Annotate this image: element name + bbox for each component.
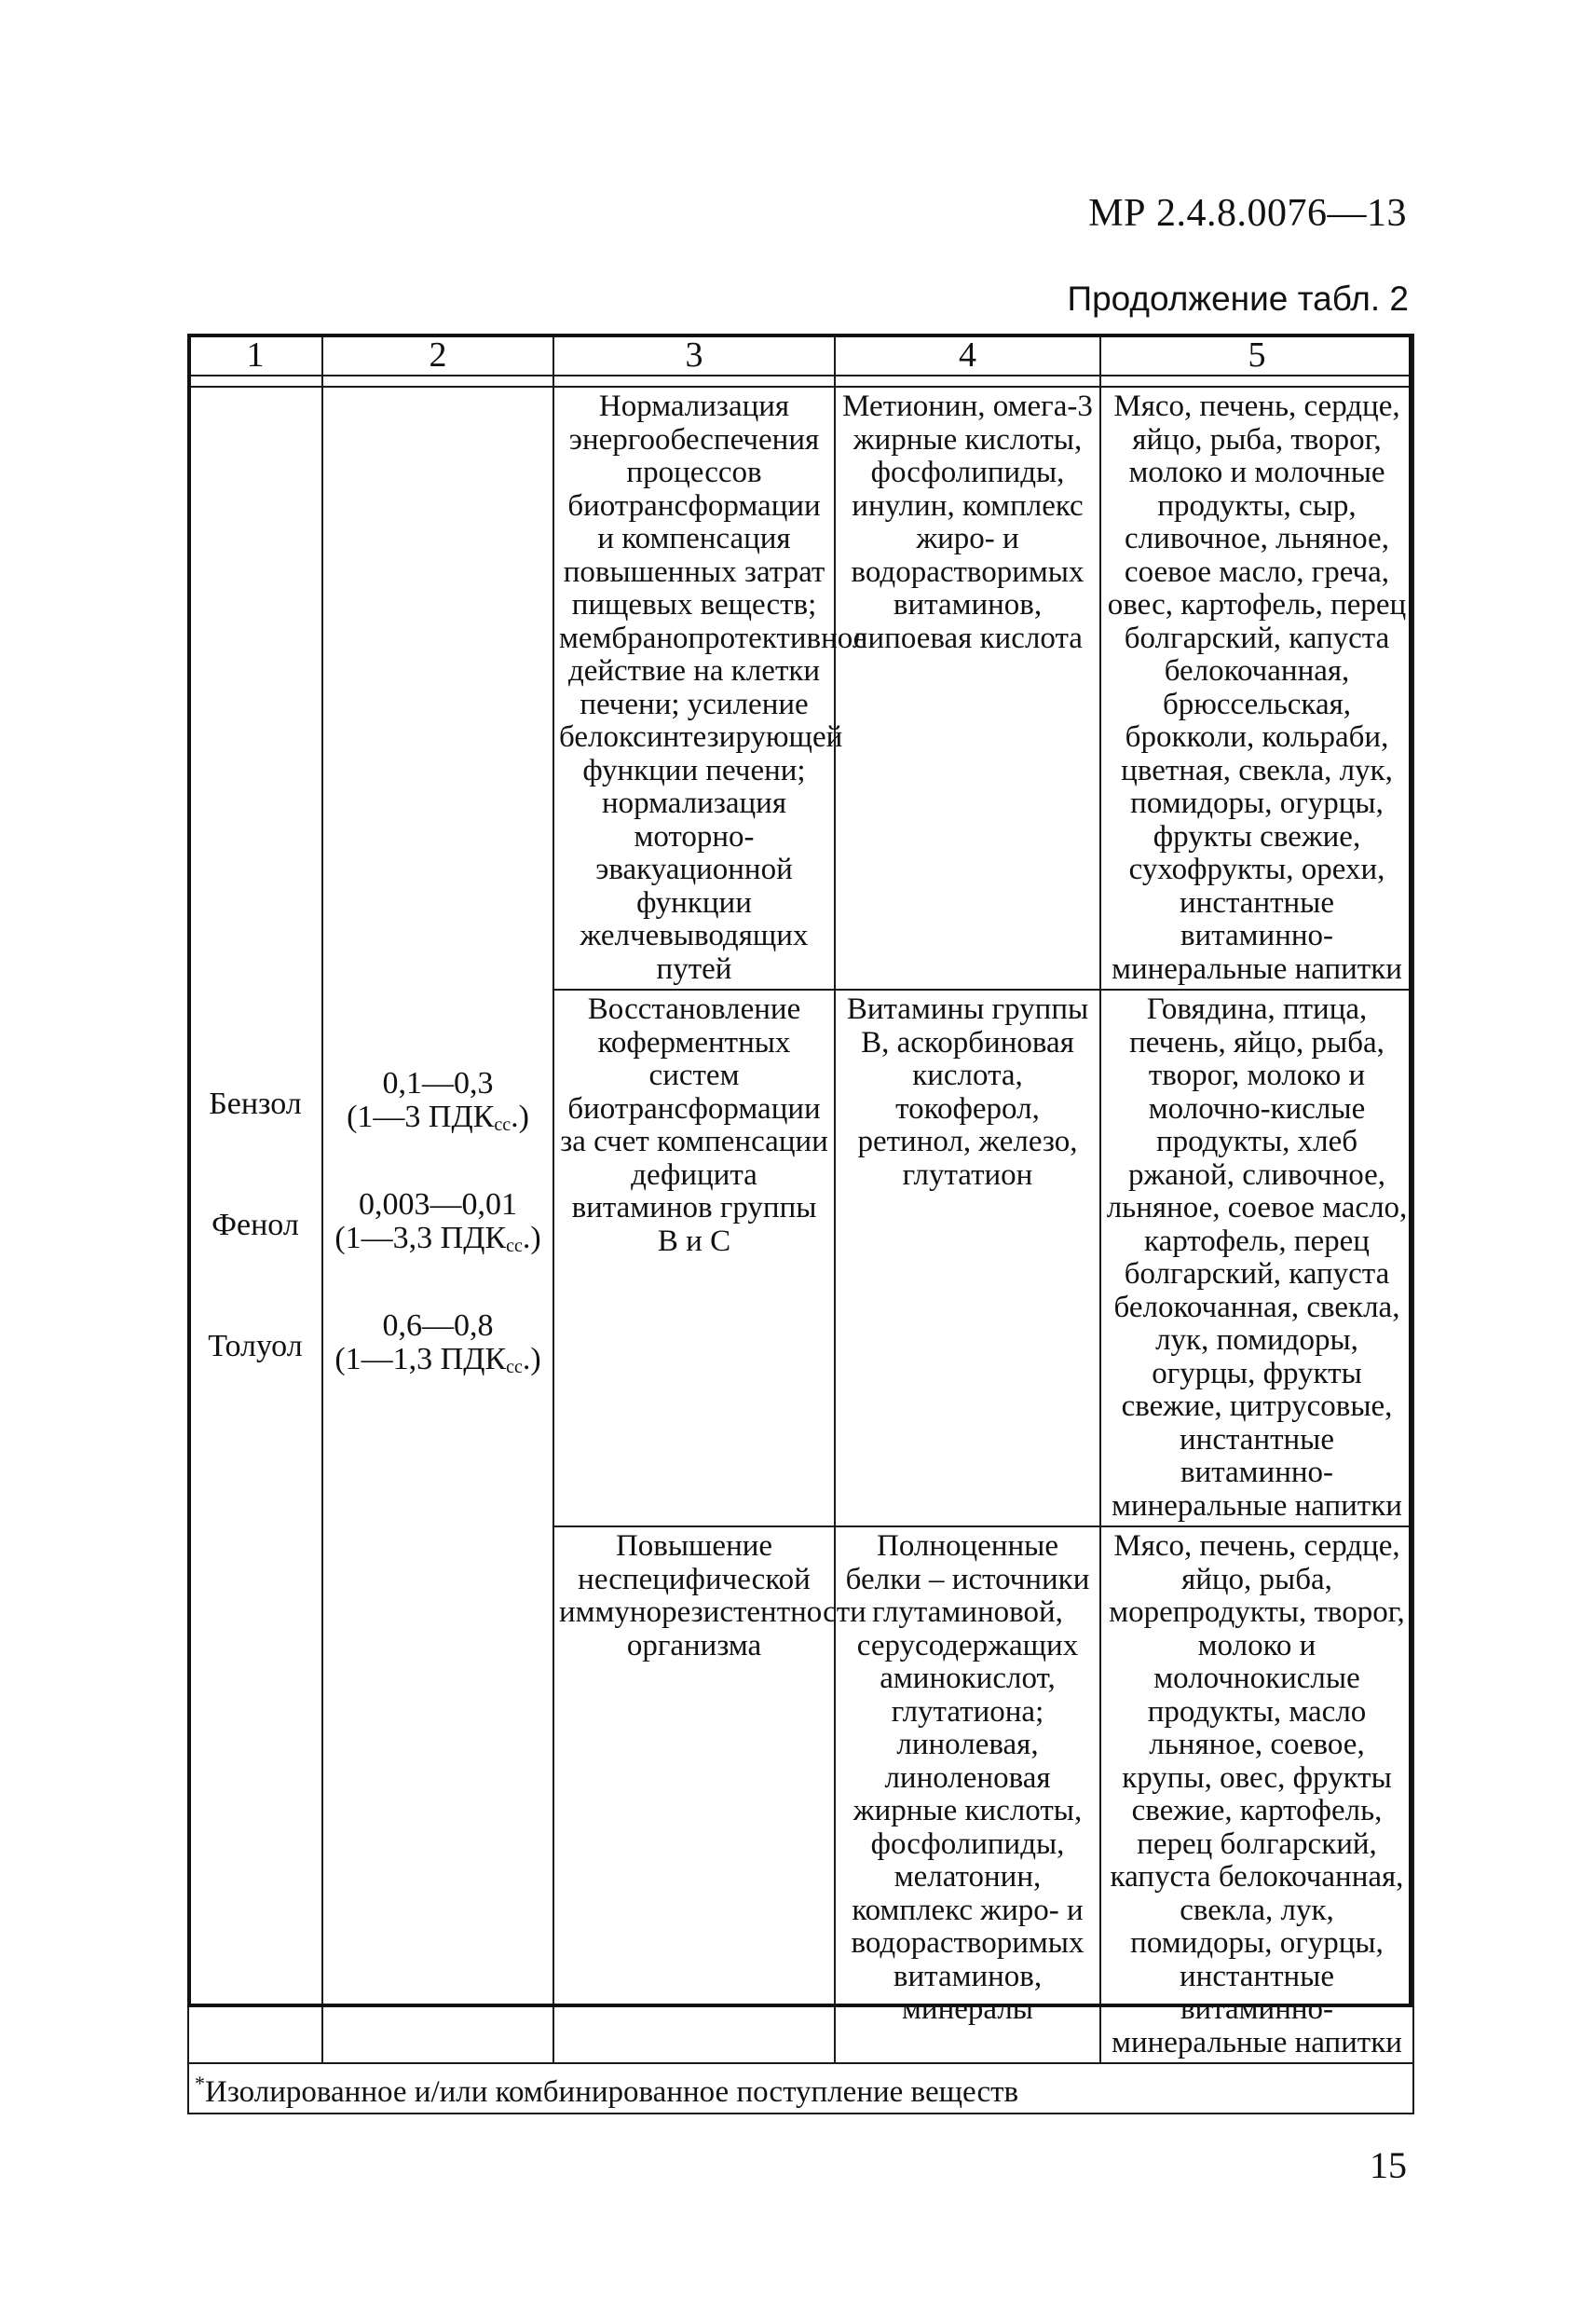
footnote-row: [188, 2063, 1413, 2114]
concentration-entry: [328, 1286, 548, 1407]
substance-name: Толуол: [208, 1328, 303, 1363]
concentration-entry: [328, 1165, 548, 1286]
column-header-1: 1: [188, 335, 322, 376]
footnote-text: Изолированное и/или комбинированное поступление веществ: [205, 2075, 1019, 2109]
concentration-pdk: (1—1,3 $ПДК_{сс}$.): [334, 1341, 541, 1377]
products-cell: Мясо, печень, сердце, яйцо, рыба, морепродукты, творог, молоко и молочнокислые продукты, масло льняное, соевое, крупы, овес, фрукты свежие, картофель, перец болгарский, капуста белокочанная, свекла, лук, помидоры, огурцы, инстантные витаминно-минеральные напитки: [1100, 1526, 1413, 2063]
purpose-cell: Нормализация энергообеспечения процессов биотрансформации и компенсация повышенных затрат пищевых веществ; мембранопротективное действие на клетки печени; усиление белоксинтезирующей функции печени; нормализация моторно-эвакуационной функции желчевыводящих путей: [553, 387, 835, 990]
nutrients-cell: Витамины группы В, аскорбиновая кислота, токоферол, ретинол, железо, глутатион: [835, 990, 1100, 1526]
purpose-cell: Восстановление коферментных систем биотрансформации за счет компенсации дефицита витаминов группы В и С: [553, 990, 835, 1526]
document-code: МР 2.4.8.0076—13: [1088, 192, 1407, 235]
concentration-range: 0,1—0,3: [382, 1065, 494, 1101]
concentration-range: 0,003—0,01: [359, 1186, 517, 1222]
table-row: [188, 387, 1413, 990]
footnote-cell: [188, 2063, 1413, 2114]
table-header-row: [188, 335, 1413, 376]
header-gap-row: [188, 376, 1413, 387]
nutrients-cell: Метионин, омега-3 жирные кислоты, фосфолипиды, инулин, комплекс жиро- и водорастворимых витаминов, липоевая кислота: [835, 387, 1100, 990]
substance-name: Фенол: [211, 1207, 299, 1242]
column-header-3: 3: [553, 335, 835, 376]
concentration-pdk: (1—3 $ПДК_{сс}$.): [347, 1099, 529, 1135]
table-continuation-label: Продолжение табл. 2: [1067, 280, 1409, 318]
column-header-4: 4: [835, 335, 1100, 376]
concentration-pdk: (1—3,3 $ПДК_{сс}$.): [334, 1220, 541, 1256]
products-cell: Мясо, печень, сердце, яйцо, рыба, творог, молоко и молочные продукты, сыр, сливочное, льняное, соевое масло, греча, овес, картофель, перец болгарский, капуста белокочанная, брюссельская, брокколи, кольраби, цветная, свекла, лук, помидоры, огурцы, фрукты свежие, сухофрукты, орехи, инстантные витаминно-минеральные напитки: [1100, 387, 1413, 990]
purpose-cell: Повышение неспецифической иммунорезистентности организма: [553, 1526, 835, 2063]
footnote-mark: *: [195, 2072, 205, 2095]
concentration-range: 0,6—0,8: [382, 1307, 494, 1343]
concentration-entry: [328, 1044, 548, 1165]
concentrations-cell: [322, 387, 553, 2063]
substances-cell: [188, 387, 322, 2063]
nutrition-table: [187, 334, 1414, 2114]
column-header-2: 2: [322, 335, 553, 376]
substance-name: Бензол: [209, 1086, 302, 1121]
nutrients-cell: Полноценные белки – источники глутаминовой, серусодержащих аминокислот, глутатиона; линолевая, линоленовая жирные кислоты, фосфолипиды, мелатонин, комплекс жиро- и водорастворимых витаминов, минералы: [835, 1526, 1100, 2063]
column-header-5: 5: [1100, 335, 1413, 376]
products-cell: Говядина, птица, печень, яйцо, рыба, творог, молоко и молочно-кислые продукты, хлеб ржаной, сливочное, льняное, соевое масло, картофель, перец болгарский, капуста белокочанная, свекла, лук, помидоры, огурцы, фрукты свежие, цитрусовые, инстантные витаминно-минеральные напитки: [1100, 990, 1413, 1526]
page-number: 15: [1370, 2144, 1407, 2186]
